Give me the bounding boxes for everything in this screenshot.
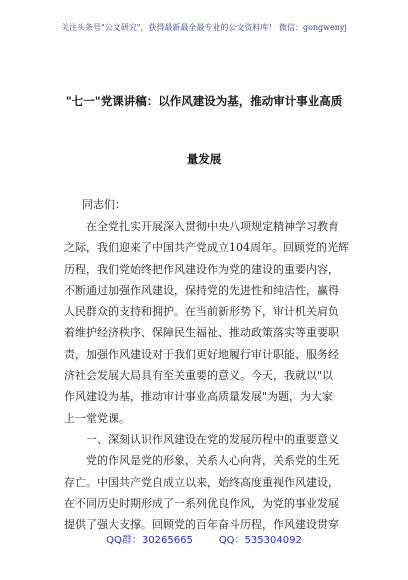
document-title-line-1: "七一"党课讲稿：以作风建设为基，推动审计事业高质 xyxy=(65,94,343,108)
body-line: 之际，我们迎来了中国共产党成立104周年。回顾党的光辉 xyxy=(64,241,349,255)
body-line: 提供了强大支撑。回顾党的百年奋斗历程，作风建设贯穿 xyxy=(64,518,339,532)
footer-qq-group: QQ群：30265665 xyxy=(106,535,193,546)
body-line: 责，加强作风建设对于我们更好地履行审计职能、服务经 xyxy=(64,347,339,361)
salutation: 同志们： xyxy=(82,198,126,211)
body-line: 着维护经济秩序、保障民生福祉、推动政策落实等重要职 xyxy=(64,326,339,340)
body-line: 存亡。中国共产党自成立以来，始终高度重视作风建设， xyxy=(64,475,339,489)
body-line: 作风建设为基，推动审计事业高质量发展"为题，为大家 xyxy=(64,390,334,404)
document-title-line-2: 量发展 xyxy=(186,152,222,166)
header-note: 关注头条号"公文研究"，获得最新最全最专业的公文资料库！ 微信：gongwenyj xyxy=(61,23,347,32)
footer-contact xyxy=(0,531,408,546)
body-line: 人民群众的支持和拥护。在当前新形势下，审计机关肩负 xyxy=(64,305,339,319)
document-body xyxy=(64,216,354,535)
body-line: 在全党扎实开展深入贯彻中央八项规定精神学习教育 xyxy=(86,220,339,233)
body-line: 济社会发展大局具有至关重要的意义。今天，我就以"以 xyxy=(64,369,334,383)
body-line: 不断通过加强作风建设，保持党的先进性和纯洁性，赢得 xyxy=(64,283,339,297)
body-line: 党的作风是党的形象，关系人心向背，关系党的生死 xyxy=(86,454,339,468)
section-heading: 一、深刻认识作风建设在党的发展历程中的重要意义 xyxy=(86,432,339,446)
body-line: 历程，我们党始终把作风建设作为党的建设的重要内容， xyxy=(64,262,339,276)
footer-qq: QQ：535304092 xyxy=(218,535,302,546)
body-line: 上一堂党课。 xyxy=(64,411,130,425)
body-line: 在不同历史时期形成了一系列优良作风，为党的事业发展 xyxy=(64,496,339,510)
